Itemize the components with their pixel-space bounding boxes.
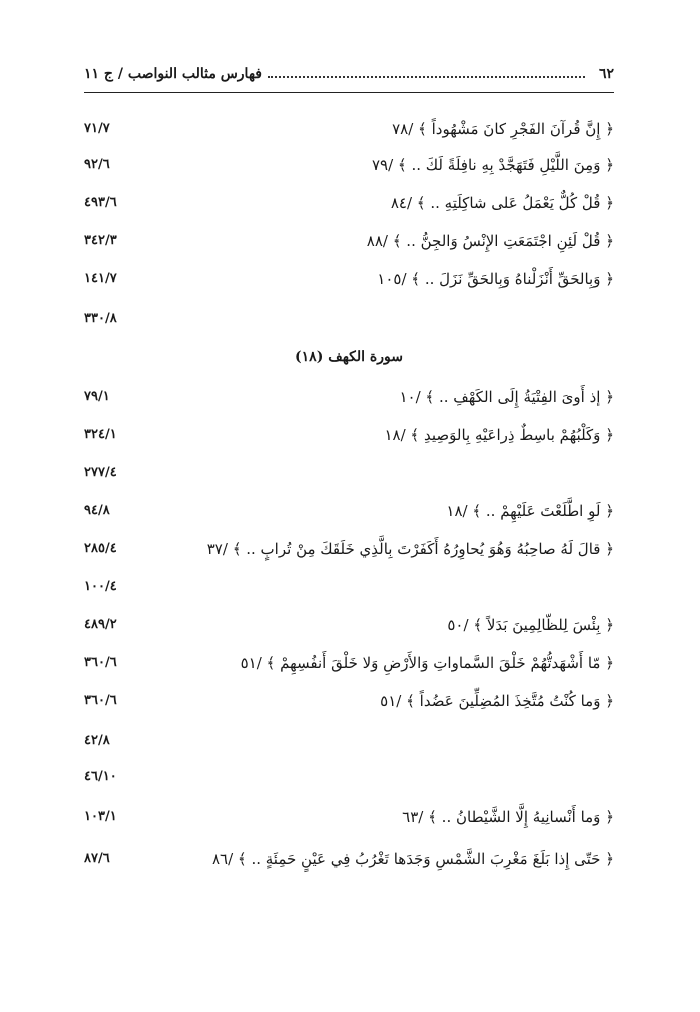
volume-page-ref: ٣٢٤/١ bbox=[84, 427, 117, 442]
verse-text: ﴿ إذ أَوىَ الفِتْيَةُ إِلَى الكَهْفِ .. ﴾ /١٠ bbox=[399, 388, 614, 406]
index-entry bbox=[84, 420, 614, 450]
index-entry bbox=[84, 844, 614, 874]
volume-page-ref: ١٠٣/١ bbox=[84, 809, 117, 824]
verse-text: ﴿ وَكَلْبُهُمْ باسِطٌ ذِراعَيْهِ بِالوَصِيدِ ﴾ /١٨ bbox=[384, 426, 614, 444]
volume-page-ref: ٧١/٧ bbox=[84, 121, 110, 136]
verse-text: ﴿ وَما كُنْتُ مُتَّخِذَ المُضِلِّينَ عَضُداً ﴾ /٥١ bbox=[380, 692, 614, 710]
running-header bbox=[84, 66, 614, 88]
leader-dots bbox=[268, 66, 585, 78]
verse-text: ﴿ لَوِ اطَّلَعْتَ عَلَيْهِمْ .. ﴾ /١٨ bbox=[446, 502, 614, 520]
verse-text: ﴿ وَمِنَ اللَّيْلِ فَتَهَجَّدْ بِهِ نافِلَةً لَكَ .. ﴾ /٧٩ bbox=[371, 156, 614, 174]
volume-page-ref: ٧٩/١ bbox=[84, 389, 110, 404]
index-entry bbox=[84, 726, 614, 756]
volume-page-ref: ٢٨٥/٤ bbox=[84, 541, 117, 556]
verse-text: ﴿ بِئْسَ لِلظّالِمِينَ بَدَلاً ﴾ /٥٠ bbox=[447, 616, 614, 634]
index-entry bbox=[84, 802, 614, 832]
volume-page-ref: ٨٧/٦ bbox=[84, 851, 110, 866]
index-entry bbox=[84, 114, 614, 144]
verse-text: ﴿ قالَ لَهُ صاحِبُهُ وَهُوَ يُحاوِرُهُ أَكَفَرْتَ بِالَّذِي خَلَقَكَ مِنْ تُرابٍ .. ﴾ /٣٧ bbox=[206, 540, 614, 558]
index-entry bbox=[84, 188, 614, 218]
verse-text: ﴿ إِنَّ قُرآنَ الفَجْرِ كانَ مَشْهُوداً ﴾ /٧٨ bbox=[392, 120, 614, 138]
volume-page-ref: ٢٧٧/٤ bbox=[84, 465, 117, 480]
header-rule bbox=[84, 92, 614, 93]
index-entry bbox=[84, 496, 614, 526]
index-entry bbox=[84, 382, 614, 412]
volume-page-ref: ٣٤٢/٣ bbox=[84, 233, 117, 248]
index-entry bbox=[84, 572, 614, 602]
volume-page-ref: ١٤١/٧ bbox=[84, 271, 117, 286]
index-entry bbox=[84, 458, 614, 488]
index-entry bbox=[84, 648, 614, 678]
index-entry bbox=[84, 610, 614, 640]
verse-text: ﴿ وَبِالحَقِّ أَنْزَلْناهُ وَبِالحَقِّ نَزَلَ .. ﴾ /١٠٥ bbox=[377, 270, 614, 288]
volume-page-ref: ٩٢/٦ bbox=[84, 157, 110, 172]
volume-page-ref: ٤٢/٨ bbox=[84, 733, 110, 748]
header-title: فهارس مثالب النواصب / ج ١١ bbox=[84, 66, 262, 82]
index-entry bbox=[84, 264, 614, 294]
surah-heading: سورة الكهف (١٨) bbox=[295, 349, 403, 365]
volume-page-ref: ٩٤/٨ bbox=[84, 503, 110, 518]
index-entry bbox=[84, 226, 614, 256]
verse-text: ﴿ وَما أَنْسانِيهُ إِلَّا الشَّيْطانُ .. ﴾ /٦٣ bbox=[402, 808, 614, 826]
volume-page-ref: ٤٨٩/٢ bbox=[84, 617, 117, 632]
index-entry bbox=[84, 762, 614, 792]
volume-page-ref: ٤٦/١٠ bbox=[84, 769, 117, 784]
verse-text: ﴿ مّا أَشْهَدتُّهُمْ خَلْقَ السَّماواتِ وَالأَرْضِ وَلا خَلْقَ أَنفُسِهِمْ ﴾ /٥١ bbox=[240, 654, 614, 672]
volume-page-ref: ٣٣٠/٨ bbox=[84, 311, 117, 326]
verse-text: ﴿ قُلْ كُلٌّ يَعْمَلُ عَلى شاكِلَتِهِ .. ﴾ /٨٤ bbox=[390, 194, 614, 212]
page-number: ٦٢ bbox=[598, 66, 614, 82]
index-entry bbox=[84, 150, 614, 180]
volume-page-ref: ٣٦٠/٦ bbox=[84, 655, 117, 670]
verse-text: ﴿ قُلْ لَئِنِ اجْتَمَعَتِ الإِنْسُ وَالجِنُّ .. ﴾ /٨٨ bbox=[366, 232, 614, 250]
verse-text: ﴿ حَتّى إِذا بَلَغَ مَغْرِبَ الشَّمْسِ وَجَدَها تَغْرُبُ فِي عَيْنٍ حَمِئَةٍ .. ﴾ /٨٦ bbox=[211, 850, 614, 868]
volume-page-ref: ٤٩٣/٦ bbox=[84, 195, 117, 210]
index-entry bbox=[84, 686, 614, 716]
index-entry bbox=[84, 304, 614, 334]
index-entry bbox=[84, 534, 614, 564]
volume-page-ref: ١٠٠/٤ bbox=[84, 579, 117, 594]
volume-page-ref: ٣٦٠/٦ bbox=[84, 693, 117, 708]
